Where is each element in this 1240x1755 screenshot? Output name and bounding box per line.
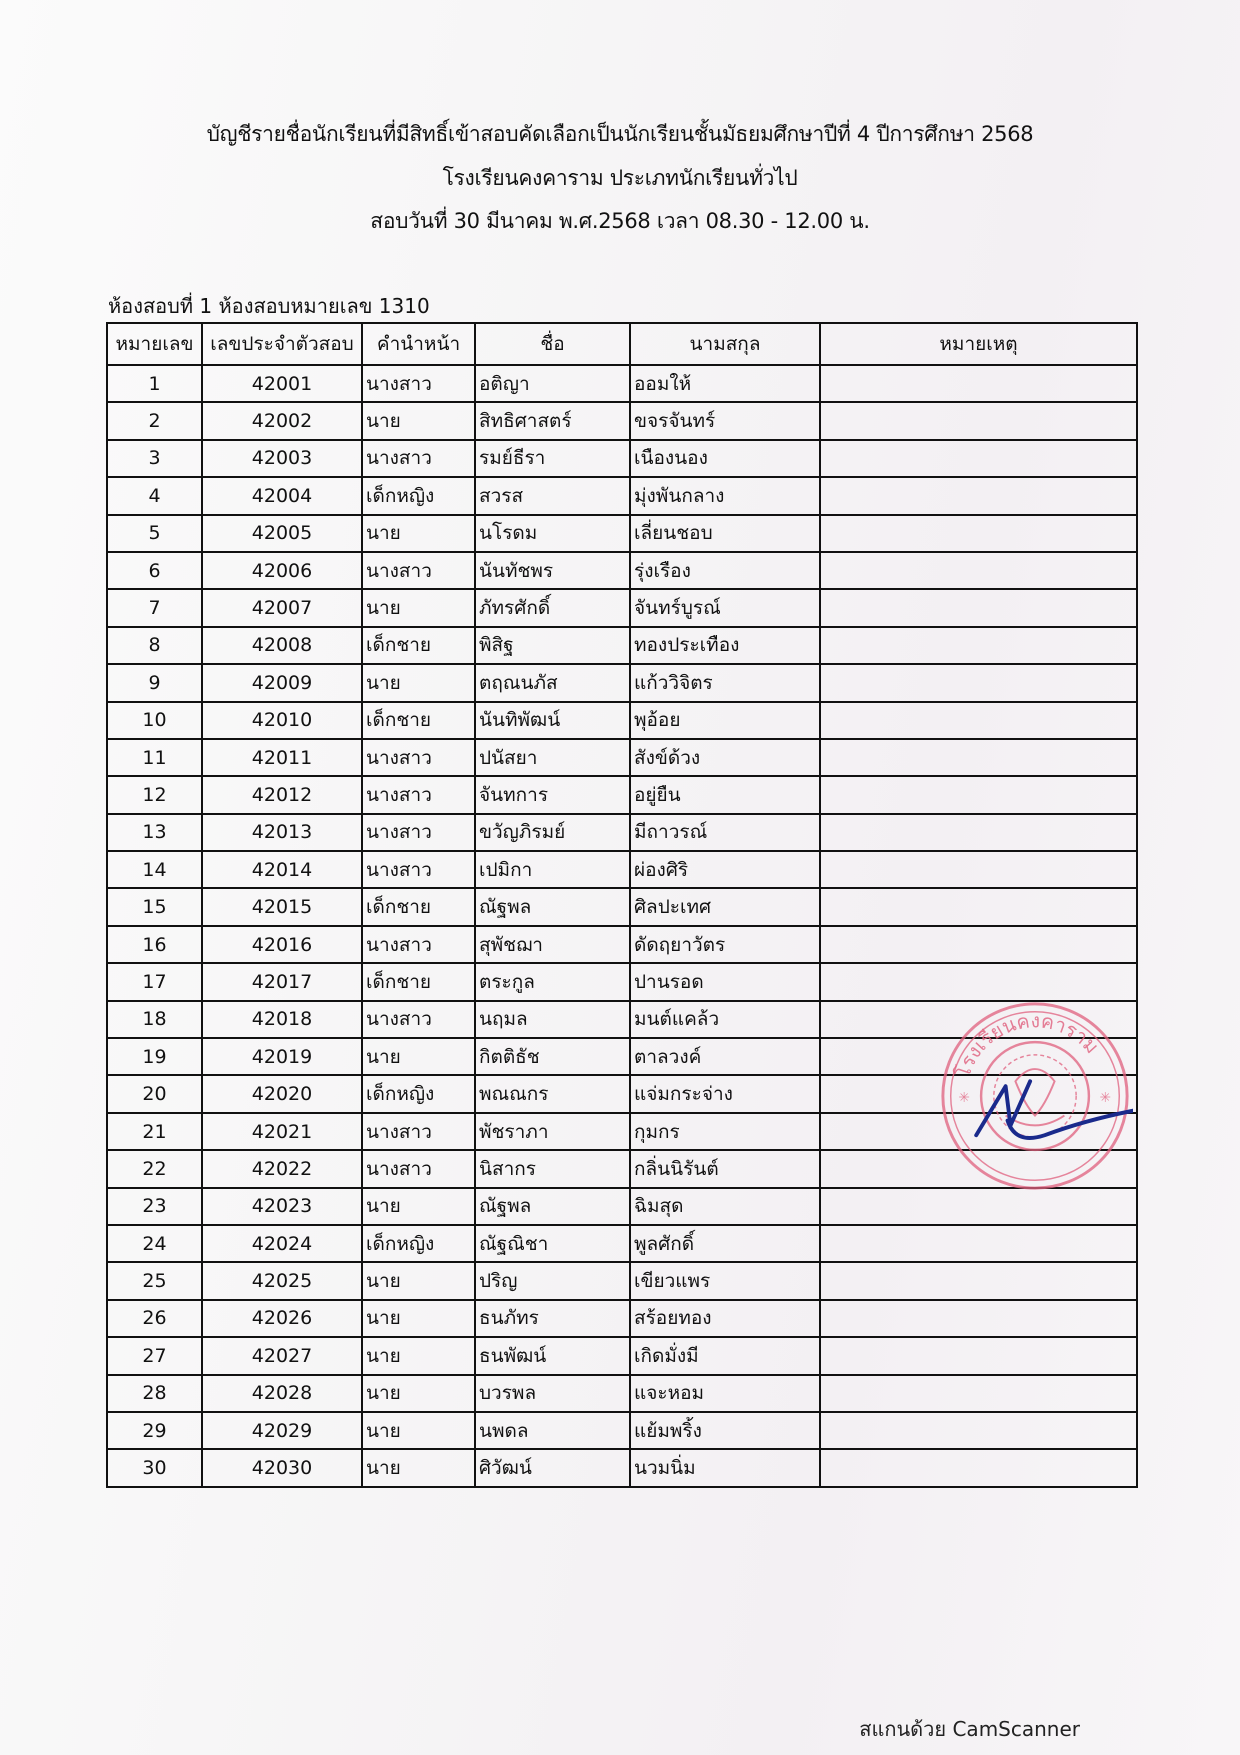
row-number-cell: 3 [107, 440, 202, 477]
row-number-cell: 21 [107, 1113, 202, 1150]
row-number-cell: 9 [107, 664, 202, 701]
exam-id-cell: 42005 [202, 515, 362, 552]
exam-id-cell: 42004 [202, 477, 362, 514]
name-prefix-cell: นาย [362, 589, 475, 626]
name-prefix-cell: เด็กหญิง [362, 1225, 475, 1262]
name-prefix-cell: นาย [362, 1188, 475, 1225]
row-number-cell: 4 [107, 477, 202, 514]
table-row [107, 776, 1137, 813]
row-number-cell: 28 [107, 1375, 202, 1412]
exam-id-cell: 42020 [202, 1075, 362, 1112]
name-prefix-cell: นางสาว [362, 1113, 475, 1150]
column-header-note: หมายเหตุ [820, 323, 1137, 365]
note-cell [820, 776, 1137, 813]
row-number-cell: 17 [107, 963, 202, 1000]
name-prefix-cell: เด็กชาย [362, 627, 475, 664]
exam-id-cell: 42023 [202, 1188, 362, 1225]
last-name-cell: เกิดมั่งมี [630, 1337, 820, 1374]
table-row [107, 1449, 1137, 1486]
exam-id-cell: 42014 [202, 851, 362, 888]
column-header-last-name: นามสกุล [630, 323, 820, 365]
exam-id-cell: 42012 [202, 776, 362, 813]
note-cell [820, 589, 1137, 626]
first-name-cell: ภัทรศักดิ์ [475, 589, 630, 626]
student-roster-table [106, 322, 1138, 1488]
note-cell [820, 515, 1137, 552]
table-row [107, 1150, 1137, 1187]
row-number-cell: 24 [107, 1225, 202, 1262]
first-name-cell: นโรดม [475, 515, 630, 552]
exam-id-cell: 42030 [202, 1449, 362, 1486]
last-name-cell: เลี่ยนชอบ [630, 515, 820, 552]
row-number-cell: 25 [107, 1262, 202, 1299]
first-name-cell: ปริญ [475, 1262, 630, 1299]
row-number-cell: 8 [107, 627, 202, 664]
last-name-cell: ฉิมสุด [630, 1188, 820, 1225]
first-name-cell: ตฤณนภัส [475, 664, 630, 701]
first-name-cell: กิตติธัช [475, 1038, 630, 1075]
name-prefix-cell: นาย [362, 1300, 475, 1337]
column-header-exam-id: เลขประจำตัวสอบ [202, 323, 362, 365]
table-row [107, 851, 1137, 888]
exam-id-cell: 42018 [202, 1001, 362, 1038]
note-cell [820, 851, 1137, 888]
row-number-cell: 13 [107, 814, 202, 851]
note-cell [820, 1188, 1137, 1225]
table-row [107, 1001, 1137, 1038]
first-name-cell: นฤมล [475, 1001, 630, 1038]
table-row [107, 1375, 1137, 1412]
first-name-cell: รมย์ธีรา [475, 440, 630, 477]
table-row [107, 627, 1137, 664]
last-name-cell: รุ่งเรือง [630, 552, 820, 589]
note-cell [820, 1150, 1137, 1187]
note-cell [820, 552, 1137, 589]
note-cell [820, 664, 1137, 701]
last-name-cell: สังข์ด้วง [630, 739, 820, 776]
note-cell [820, 1038, 1137, 1075]
last-name-cell: สร้อยทอง [630, 1300, 820, 1337]
table-row [107, 1412, 1137, 1449]
last-name-cell: มีถาวรณ์ [630, 814, 820, 851]
column-header-prefix: คำนำหน้า [362, 323, 475, 365]
row-number-cell: 30 [107, 1449, 202, 1486]
exam-id-cell: 42027 [202, 1337, 362, 1374]
last-name-cell: พุอ้อย [630, 702, 820, 739]
note-cell [820, 1225, 1137, 1262]
note-cell [820, 1300, 1137, 1337]
table-row [107, 1113, 1137, 1150]
table-row [107, 589, 1137, 626]
first-name-cell: พิสิฐ [475, 627, 630, 664]
name-prefix-cell: นางสาว [362, 814, 475, 851]
row-number-cell: 18 [107, 1001, 202, 1038]
last-name-cell: แจ่มกระจ่าง [630, 1075, 820, 1112]
name-prefix-cell: นาย [362, 664, 475, 701]
name-prefix-cell: นางสาว [362, 552, 475, 589]
last-name-cell: มนต์แคล้ว [630, 1001, 820, 1038]
last-name-cell: จันทร์บูรณ์ [630, 589, 820, 626]
note-cell [820, 365, 1137, 402]
row-number-cell: 7 [107, 589, 202, 626]
row-number-cell: 6 [107, 552, 202, 589]
name-prefix-cell: นางสาว [362, 851, 475, 888]
name-prefix-cell: เด็กหญิง [362, 1075, 475, 1112]
last-name-cell: แย้มพริ้ง [630, 1412, 820, 1449]
table-row [107, 739, 1137, 776]
exam-id-cell: 42002 [202, 402, 362, 439]
table-row [107, 664, 1137, 701]
table-row [107, 1262, 1137, 1299]
svg-text:✳: ✳ [958, 1089, 971, 1106]
last-name-cell: เขียวแพร [630, 1262, 820, 1299]
row-number-cell: 10 [107, 702, 202, 739]
first-name-cell: ณัฐพล [475, 888, 630, 925]
table-row [107, 1337, 1137, 1374]
first-name-cell: สวรส [475, 477, 630, 514]
name-prefix-cell: เด็กชาย [362, 963, 475, 1000]
row-number-cell: 5 [107, 515, 202, 552]
exam-id-cell: 42022 [202, 1150, 362, 1187]
camscanner-watermark: สแกนด้วย CamScanner [859, 1717, 1080, 1741]
name-prefix-cell: นาย [362, 1337, 475, 1374]
first-name-cell: ธนพัฒน์ [475, 1337, 630, 1374]
last-name-cell: ศิลปะเทศ [630, 888, 820, 925]
name-prefix-cell: นางสาว [362, 365, 475, 402]
table-row [107, 963, 1137, 1000]
exam-id-cell: 42006 [202, 552, 362, 589]
last-name-cell: แก้ววิจิตร [630, 664, 820, 701]
note-cell [820, 739, 1137, 776]
last-name-cell: อยู่ยืน [630, 776, 820, 813]
first-name-cell: นันทิพัฒน์ [475, 702, 630, 739]
table-row [107, 402, 1137, 439]
row-number-cell: 11 [107, 739, 202, 776]
row-number-cell: 19 [107, 1038, 202, 1075]
exam-id-cell: 42017 [202, 963, 362, 1000]
table-row [107, 1075, 1137, 1112]
column-header-first-name: ชื่อ [475, 323, 630, 365]
exam-id-cell: 42019 [202, 1038, 362, 1075]
note-cell [820, 1412, 1137, 1449]
column-header-number: หมายเลข [107, 323, 202, 365]
seal-text: โรงเรียนคงคาราม [951, 1009, 1104, 1081]
exam-id-cell: 42026 [202, 1300, 362, 1337]
exam-id-cell: 42025 [202, 1262, 362, 1299]
row-number-cell: 23 [107, 1188, 202, 1225]
row-number-cell: 27 [107, 1337, 202, 1374]
first-name-cell: จันทการ [475, 776, 630, 813]
name-prefix-cell: นางสาว [362, 440, 475, 477]
row-number-cell: 14 [107, 851, 202, 888]
note-cell [820, 402, 1137, 439]
note-cell [820, 1375, 1137, 1412]
table-body [107, 365, 1137, 1487]
last-name-cell: มุ่งพันกลาง [630, 477, 820, 514]
first-name-cell: บวรพล [475, 1375, 630, 1412]
exam-id-cell: 42016 [202, 926, 362, 963]
table-row [107, 552, 1137, 589]
first-name-cell: นพดล [475, 1412, 630, 1449]
row-number-cell: 22 [107, 1150, 202, 1187]
table-row [107, 702, 1137, 739]
first-name-cell: อติญา [475, 365, 630, 402]
row-number-cell: 2 [107, 402, 202, 439]
last-name-cell: กุมกร [630, 1113, 820, 1150]
note-cell [820, 1075, 1137, 1112]
name-prefix-cell: นางสาว [362, 739, 475, 776]
first-name-cell: พณณกร [475, 1075, 630, 1112]
exam-id-cell: 42029 [202, 1412, 362, 1449]
exam-id-cell: 42011 [202, 739, 362, 776]
last-name-cell: ออมให้ [630, 365, 820, 402]
document-title: บัญชีรายชื่อนักเรียนที่มีสิทธิ์เข้าสอบคัดเลือกเป็นนักเรียนชั้นมัธยมศึกษาปีที่ 4 ปีการศึกษา 2568 [206, 122, 1034, 146]
name-prefix-cell: เด็กหญิง [362, 477, 475, 514]
last-name-cell: นวมนิ่ม [630, 1449, 820, 1486]
last-name-cell: พูลศักดิ์ [630, 1225, 820, 1262]
exam-id-cell: 42008 [202, 627, 362, 664]
last-name-cell: ผ่องศิริ [630, 851, 820, 888]
last-name-cell: ปานรอด [630, 963, 820, 1000]
school-subtitle: โรงเรียนคงคาราม ประเภทนักเรียนทั่วไป [442, 166, 798, 190]
table-row [107, 515, 1137, 552]
row-number-cell: 26 [107, 1300, 202, 1337]
first-name-cell: ขวัญภิรมย์ [475, 814, 630, 851]
note-cell [820, 1449, 1137, 1486]
row-number-cell: 12 [107, 776, 202, 813]
row-number-cell: 15 [107, 888, 202, 925]
note-cell [820, 814, 1137, 851]
table-row [107, 814, 1137, 851]
name-prefix-cell: นาย [362, 1412, 475, 1449]
exam-id-cell: 42007 [202, 589, 362, 626]
svg-text:✳: ✳ [1099, 1089, 1112, 1106]
table-row [107, 1300, 1137, 1337]
name-prefix-cell: นาย [362, 1038, 475, 1075]
note-cell [820, 888, 1137, 925]
exam-id-cell: 42013 [202, 814, 362, 851]
table-row [107, 477, 1137, 514]
row-number-cell: 20 [107, 1075, 202, 1112]
exam-id-cell: 42003 [202, 440, 362, 477]
first-name-cell: นันทัชพร [475, 552, 630, 589]
note-cell [820, 1001, 1137, 1038]
first-name-cell: พัชราภา [475, 1113, 630, 1150]
last-name-cell: ดัดฤยาวัตร [630, 926, 820, 963]
first-name-cell: ปนัสยา [475, 739, 630, 776]
first-name-cell: นิสากร [475, 1150, 630, 1187]
row-number-cell: 29 [107, 1412, 202, 1449]
note-cell [820, 1113, 1137, 1150]
note-cell [820, 627, 1137, 664]
first-name-cell: ณัฐพล [475, 1188, 630, 1225]
exam-id-cell: 42009 [202, 664, 362, 701]
row-number-cell: 1 [107, 365, 202, 402]
name-prefix-cell: นาย [362, 402, 475, 439]
exam-id-cell: 42028 [202, 1375, 362, 1412]
name-prefix-cell: เด็กชาย [362, 888, 475, 925]
last-name-cell: เนืองนอง [630, 440, 820, 477]
exam-id-cell: 42021 [202, 1113, 362, 1150]
first-name-cell: ตระกูล [475, 963, 630, 1000]
first-name-cell: ณัฐณิชา [475, 1225, 630, 1262]
table-row [107, 1038, 1137, 1075]
table-row [107, 926, 1137, 963]
exam-date-line: สอบวันที่ 30 มีนาคม พ.ศ.2568 เวลา 08.30 - 12.00 น. [370, 209, 870, 233]
exam-id-cell: 42024 [202, 1225, 362, 1262]
first-name-cell: ธนภัทร [475, 1300, 630, 1337]
last-name-cell: ทองประเทือง [630, 627, 820, 664]
first-name-cell: สิทธิศาสตร์ [475, 402, 630, 439]
table-row [107, 1225, 1137, 1262]
name-prefix-cell: นางสาว [362, 926, 475, 963]
name-prefix-cell: นางสาว [362, 776, 475, 813]
name-prefix-cell: นาย [362, 1262, 475, 1299]
last-name-cell: ตาลวงค์ [630, 1038, 820, 1075]
note-cell [820, 1337, 1137, 1374]
last-name-cell: กลิ่นนิรันต์ [630, 1150, 820, 1187]
exam-id-cell: 42010 [202, 702, 362, 739]
note-cell [820, 963, 1137, 1000]
table-row [107, 440, 1137, 477]
note-cell [820, 440, 1137, 477]
table-row [107, 1188, 1137, 1225]
first-name-cell: ศิวัฒน์ [475, 1449, 630, 1486]
name-prefix-cell: นางสาว [362, 1001, 475, 1038]
note-cell [820, 926, 1137, 963]
name-prefix-cell: นาย [362, 1375, 475, 1412]
exam-id-cell: 42001 [202, 365, 362, 402]
note-cell [820, 702, 1137, 739]
name-prefix-cell: เด็กชาย [362, 702, 475, 739]
last-name-cell: ขจรจันทร์ [630, 402, 820, 439]
name-prefix-cell: นางสาว [362, 1150, 475, 1187]
first-name-cell: เปมิกา [475, 851, 630, 888]
table-row [107, 365, 1137, 402]
name-prefix-cell: นาย [362, 1449, 475, 1486]
table-header-row [107, 323, 1137, 365]
table-row [107, 888, 1137, 925]
note-cell [820, 1262, 1137, 1299]
exam-room-label: ห้องสอบที่ 1 ห้องสอบหมายเลข 1310 [108, 294, 430, 318]
note-cell [820, 477, 1137, 514]
last-name-cell: แจะหอม [630, 1375, 820, 1412]
name-prefix-cell: นาย [362, 515, 475, 552]
row-number-cell: 16 [107, 926, 202, 963]
first-name-cell: สุพัชฌา [475, 926, 630, 963]
exam-id-cell: 42015 [202, 888, 362, 925]
